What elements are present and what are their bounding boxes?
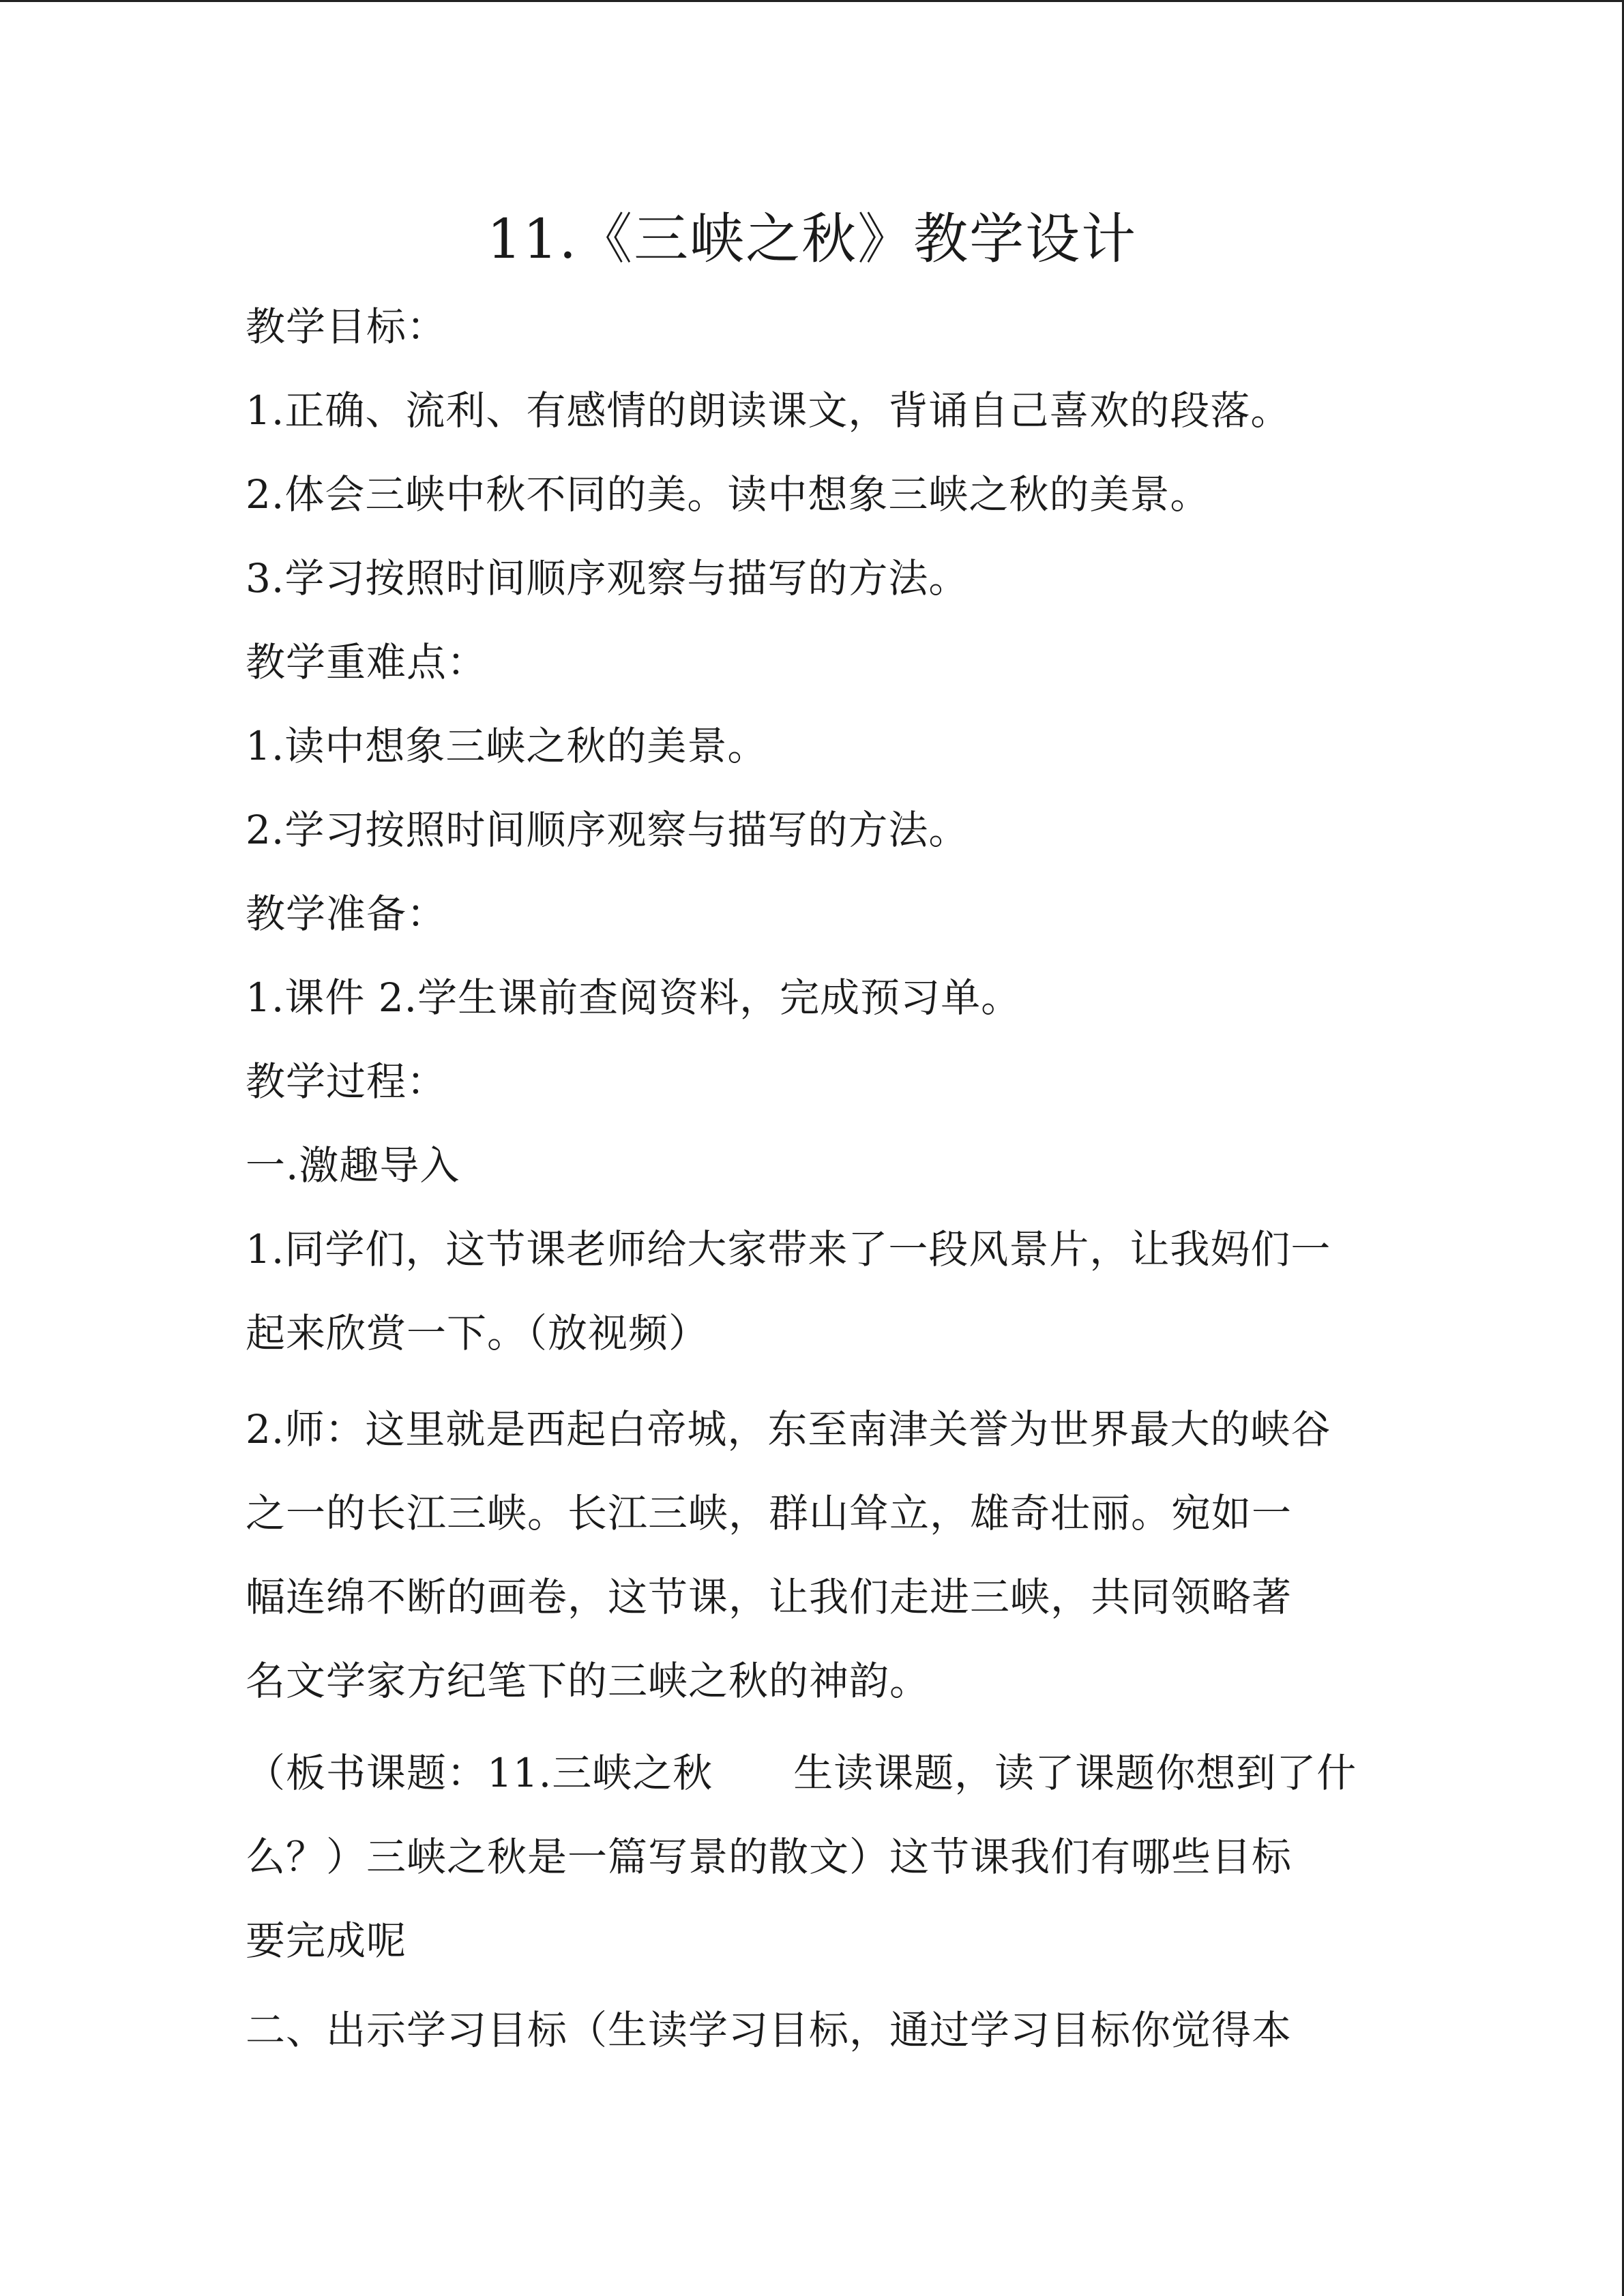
- body-line: 1.同学们，这节课老师给大家带来了一段风景片，让我妈们一: [246, 1226, 1331, 1272]
- body-line: 么？）三峡之秋是一篇写景的散文）这节课我们有哪些目标: [246, 1834, 1293, 1880]
- body-line: 名文学家方纪笔下的三峡之秋的神韵。: [246, 1658, 930, 1704]
- page-title: 11.《三峡之秋》教学设计: [486, 207, 1138, 271]
- body-line: 1.课件 2.学生课前查阅资料，完成预习单。: [246, 974, 1022, 1021]
- body-line: 2.体会三峡中秋不同的美。读中想象三峡之秋的美景。: [246, 471, 1211, 518]
- heading-teaching-goals: 教学目标：: [246, 303, 447, 350]
- heading-preparation: 教学准备：: [246, 891, 447, 937]
- body-line: 1.正确、流利、有感情的朗读课文，背诵自己喜欢的段落。: [246, 387, 1291, 434]
- section-heading: 一.激趣导入: [246, 1142, 460, 1189]
- body-line: 起来欣赏一下。（放视频）: [246, 1310, 709, 1356]
- body-line: 之一的长江三峡。长江三峡，群山耸立，雄奇壮丽。宛如一: [246, 1490, 1293, 1536]
- body-line: （板书课题：11.三峡之秋 生读课题，读了课题你想到了什: [246, 1750, 1357, 1796]
- page-top-border: [0, 0, 1624, 2]
- body-line: 2.师：这里就是西起白帝城，东至南津关誉为世界最大的峡谷: [246, 1406, 1331, 1452]
- body-line: 1.读中想象三峡之秋的美景。: [246, 723, 768, 769]
- section-heading: 二、出示学习目标（生读学习目标，通过学习目标你觉得本: [246, 2007, 1293, 2053]
- body-line: 要完成呢: [246, 1918, 407, 1964]
- heading-key-points: 教学重难点：: [246, 639, 488, 685]
- heading-process: 教学过程：: [246, 1058, 447, 1105]
- body-line: 2.学习按照时间顺序观察与描写的方法。: [246, 807, 969, 853]
- body-line: 幅连绵不断的画卷，这节课，让我们走进三峡，共同领略著: [246, 1574, 1293, 1620]
- body-line: 3.学习按照时间顺序观察与描写的方法。: [246, 555, 969, 601]
